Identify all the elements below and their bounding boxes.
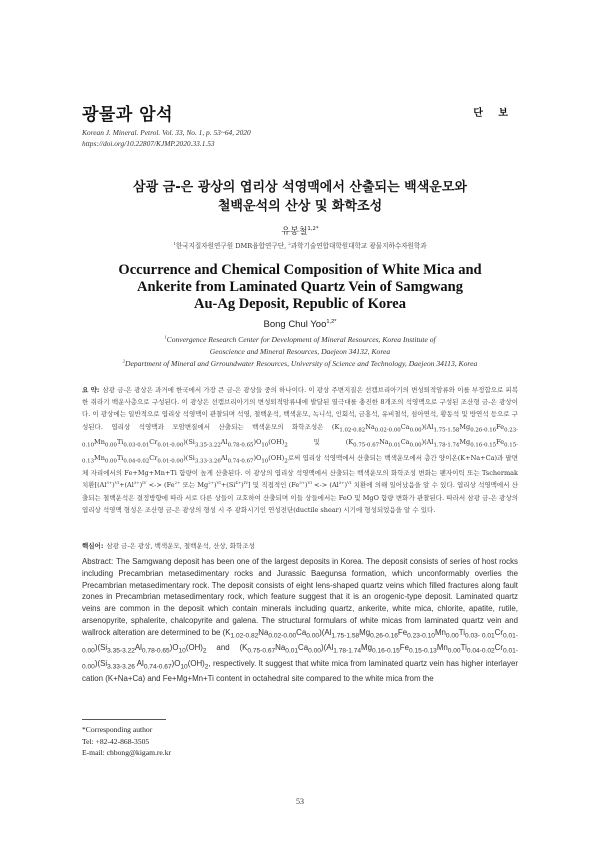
korean-title-line: 삼광 금-은 광상의 엽리상 석영맥에서 산출되는 백색운모와	[133, 180, 467, 195]
formula-part: Ca	[400, 422, 410, 431]
superscript: 4+	[235, 480, 242, 486]
abstract-lead: Abstract:	[82, 557, 114, 566]
formula-part: Al	[134, 643, 142, 653]
formula-part: )(Al	[421, 438, 434, 447]
subscript: 0.00	[104, 442, 117, 449]
affil-text: 한국지질자원연구원 DMR융합연구단,	[175, 242, 289, 250]
english-title-line: Au-Ag Deposit, Republic of Korea	[194, 296, 406, 312]
affiliation-line	[60, 334, 540, 346]
superscript: VI	[114, 480, 120, 486]
formula-part: Mg	[359, 627, 371, 637]
formula-part: Mn	[94, 453, 105, 462]
formula-part: Ti	[458, 627, 465, 637]
abstract-text: 로써 엽리상 석영맥에서 산출되는 백색운모에서 층간 양이온(K+Na+Ca)과 팔면체 자리에서의 Fe+Mg+Mn+Ti 함량이 높게 산출된다. 이 광상의 엽리상 석영맥에서 산출되는 백색운모의 화학조성 변화는 팬자이틱 또는 Tschermak 치환[(Al	[82, 453, 518, 490]
subscript: 1.75-1.58	[433, 426, 460, 433]
subscript: 0.00	[445, 632, 459, 640]
author-name: Bong Chul Yoo	[263, 319, 327, 330]
abstract-text: , respectively. It suggest that white mica from laminated quartz vein has higher interlayer cation (K+Na+Ca) and Fe+Mg+Mn+Ti content in octahedral site compared to the white mica from the	[82, 658, 518, 683]
formula-part: Cr	[149, 453, 158, 462]
keywords-text: 삼광 금-은 광상, 백색운모, 철백운석, 산상, 화학조성	[106, 542, 255, 550]
abstract-text: )	[213, 481, 217, 490]
affil-sup: 2	[122, 358, 126, 364]
korean-author	[60, 224, 540, 237]
formula-part: Fe	[399, 643, 410, 653]
korean-keywords	[82, 541, 255, 550]
abstract-text: )	[112, 481, 115, 490]
formula-part: (OH)	[268, 438, 285, 447]
superscript: 3+	[338, 480, 345, 486]
formula-part: Na	[379, 438, 389, 447]
english-abstract	[82, 556, 518, 685]
formula-part: Al	[220, 453, 228, 462]
email[interactable]: E-mail: chbong@kigam.re.kr	[82, 748, 172, 757]
affil-text: Convergence Research Center for Development of Mineral Resources, Korea Institute of	[166, 335, 436, 344]
abstract-text: )	[139, 481, 143, 490]
subscript: 0.16-0.15	[372, 647, 400, 655]
abstract-text: 치환에 의해 일어났음을 알 수 있다. 엽리상 석영맥에서 산출되는 철백운석은 결정방향에 따라 서로 다른 상들이 교호하여 산출되며 이들 상들에서는 FeO 및 MgO 함량 변화가 관찰된다. 따라서 삼광 금-은 광상의 엽리상 석영맥 형성은 조산형 금-은 광상의 형성 시 주 광화시기인 연성전단(ductile shear) 시기에 형성되었음을 알 수 있다.	[82, 481, 519, 514]
subscript: 0.04-0.02	[466, 647, 495, 655]
formula-part: )O	[171, 658, 181, 668]
formula-part: Ca	[400, 438, 410, 447]
superscript: 3+	[299, 480, 305, 486]
affil-text: 과학기술연합대학원대학교 광물지하수자원학과	[290, 242, 427, 250]
formula-part: Ti	[460, 643, 467, 653]
formula-part: Cr	[494, 627, 503, 637]
subscript: 0.74-0.67	[227, 457, 254, 464]
subscript: 0.03-0.01	[123, 442, 150, 449]
korean-title-line: 철백운석의 산상 및 화학조성	[217, 199, 383, 214]
subscript: 10	[180, 663, 188, 671]
superscript: 2+	[208, 480, 214, 486]
formula-part: Mg	[361, 643, 372, 653]
affiliation-line	[60, 358, 540, 370]
subscript: 0.00	[447, 647, 461, 655]
subscript: 0.23-0.10	[407, 632, 435, 640]
formula-part: Mn	[434, 627, 446, 637]
formula-part: Ca	[298, 643, 309, 653]
abstract-text: +(Si	[220, 481, 236, 490]
korean-title	[60, 178, 540, 216]
article-type-label: 단 보	[473, 108, 514, 119]
formula-part: Mn	[94, 438, 105, 447]
subscript: 0.16-0.15	[470, 442, 497, 449]
affil-sup: 1	[164, 334, 167, 340]
formula-part: )O	[169, 643, 179, 653]
citation-block	[82, 127, 251, 149]
subscript: 1.78-1.74	[433, 442, 460, 449]
author-sup: 1,2*	[326, 318, 337, 325]
subscript: 0.26-0.16	[470, 426, 497, 433]
formula-part: Fe	[397, 627, 408, 637]
journal-name: 광물과 암석	[82, 105, 174, 125]
formula-part: Na	[258, 627, 269, 637]
formula-part: Na	[365, 422, 375, 431]
abstract-text: 및 (K	[287, 438, 354, 447]
subscript: 0.00	[306, 632, 320, 640]
superscript: IV	[142, 480, 147, 486]
subscript: 0.00	[104, 457, 117, 464]
subscript: 0.01	[285, 647, 299, 655]
english-title-line: Ankerite from Laminated Quartz Vein of Samgwang	[137, 279, 463, 295]
formula-part: (OH)	[185, 643, 203, 653]
subscript: 0.04-0.02	[123, 457, 150, 464]
korean-abstract	[82, 384, 518, 516]
formula-part: )(Si	[183, 438, 195, 447]
author-name: 유봉철	[281, 227, 308, 237]
abstract-text: <-> (Fe	[146, 481, 175, 490]
author-sup: 1,2*	[307, 226, 319, 232]
superscript: 3+	[106, 480, 113, 486]
subscript: 0.75-0.67	[353, 442, 380, 449]
subscript: 0.01-0.00	[157, 442, 184, 449]
subscript: 10	[261, 457, 269, 464]
abstract-text: 삼광 금-은 광상은 과거에 한국에서 가장 큰 금-은 광상들 중의 하나이다. 이 광상 주변지질은 선캠브리아기의 변성퇴적암류와 이를 부정합으로 피복한 쥐라기 백운사층으로 구성된다. 이 광상은 선캠브리아기의 변성퇴적암류내에 발달된 열극대를 충진한 8개조의 석영맥으로 구성된 조산형 금-은 광상이다. 이 광상에는 일반적으로 엽리상 석영맥이 관찰되며 석영, 철백운석, 백색운모, 녹니석, 인회석, 금홍석, 유비철석, 섬아연석, 황동석 및 방연석 등으로 구성된다. 엽리상 석영맥과 모암변질에서 산출되는 백색운모의 화학조성은 (K	[82, 386, 518, 431]
subscript: 0.26-0.16	[370, 632, 398, 640]
subscript: 10	[261, 442, 269, 449]
english-title	[60, 262, 540, 313]
formula-part: )O	[253, 438, 262, 447]
subscript: 1.78-1.74	[333, 647, 362, 655]
korean-affiliation	[60, 240, 540, 250]
subscript: 2	[284, 457, 288, 464]
formula-part: )(Al	[421, 422, 434, 431]
formula-part: )(Si	[183, 453, 195, 462]
subscript: 0.03- 0.01	[465, 632, 495, 640]
subscript: 0.78-0.65	[141, 647, 170, 655]
doi-link[interactable]: https://doi.org/10.22807/KJMP.2020.33.1.53	[82, 139, 215, 148]
superscript: 2+	[174, 480, 181, 486]
affil-text: Department of Mineral and Grroundwater Resources, University of Science and Technology, Daejeon 34113, Korea	[125, 359, 478, 368]
affil-sup: 1	[173, 240, 176, 246]
subscript: 0.23-0.10	[82, 426, 518, 449]
affil-sup: 2	[288, 240, 291, 246]
keywords-lead: 핵심어:	[82, 542, 104, 550]
subscript: 2	[202, 647, 207, 655]
formula-part: )(Si	[94, 658, 108, 668]
superscript: VI	[307, 480, 312, 486]
subscript: 0.02-0.00	[268, 632, 297, 640]
abstract-text: and (K	[206, 643, 248, 653]
abstract-lead: 요 약:	[82, 386, 100, 394]
abstract-text: )	[241, 481, 244, 490]
abstract-text: <-> (Al	[311, 481, 339, 490]
subscript: 0.15-0.13	[82, 442, 518, 464]
formula-part: Mg	[459, 438, 471, 447]
subscript: 0.75-0.67	[247, 647, 276, 655]
citation-line: Korean J. Mineral. Petrol. Vol. 33, No. 1, p. 53~64, 2020	[82, 128, 251, 137]
formula-part: )(Si	[94, 643, 108, 653]
formula-part: Ti	[116, 438, 124, 447]
formula-part: Cr	[494, 643, 503, 653]
subscript: 1.75-1.58	[331, 632, 360, 640]
subscript: 0.02-0.00	[374, 426, 401, 433]
formula-part: (OH)	[268, 453, 285, 462]
subscript: 0.01	[388, 442, 401, 449]
english-affiliations	[60, 334, 540, 370]
footnote-rule	[82, 719, 166, 720]
formula-part: Ca	[296, 627, 307, 637]
formula-part: Al	[134, 658, 144, 668]
superscript: IV	[243, 480, 249, 486]
abstract-text: +(Al	[119, 481, 134, 490]
abstract-text: )	[344, 481, 348, 490]
subscript: 0.00	[409, 442, 422, 449]
subscript: 0.00	[409, 426, 422, 433]
subscript: 10	[178, 647, 186, 655]
english-author	[60, 319, 540, 330]
formula-part: )(Al	[319, 627, 332, 637]
formula-part: Mg	[459, 422, 471, 431]
corresponding-author-note: *Corresponding author	[82, 725, 153, 734]
formula-part: )O	[253, 453, 262, 462]
subscript: 0.01-0.00	[157, 457, 184, 464]
subscript: 3.35-3.22	[194, 442, 221, 449]
formula-part: Cr	[149, 438, 158, 447]
subscript: 0.01-0.00	[82, 632, 518, 655]
affiliation-line: Geoscience and Mineral Resources, Daejeon 34132, Korea	[209, 347, 391, 356]
formula-part: Mn	[436, 643, 448, 653]
subscript: 0.00	[308, 647, 321, 655]
subscript: 3.33-3.26	[194, 457, 221, 464]
formula-part: Ti	[116, 453, 124, 462]
formula-part: Na	[275, 643, 286, 653]
telephone: Tel: +82-42-868-3505	[82, 736, 150, 746]
abstract-text: The Samgwang deposit has been one of the largest deposits in Korea. The deposit consists of series of host rocks including Precambrian metasedimentary rocks and Jurassic Baegunsa formation, which unconformably overlies the Precambrian metasedimentary rock. The deposit consists of eight lens-shaped quartz veins which filled fractures along fault zones in Precambrian metasedimentary rock, which feature suggest that it is an orogenic-type deposit. Laminated quartz veins are common in the deposit which contain minerals including quartz, ankerite, white mica, chlorite, apatite, rutile, arsenopyrite, sphalerite, chalcopyrite and galena. The structural formulars of white micas from laminated quartz vein and wallrock alteration are determined to be (K	[82, 557, 518, 637]
subscript: 2	[284, 442, 288, 449]
subscript: 3.35-3.22	[107, 647, 135, 655]
abstract-text: ] 및 직접적인 (Fe	[248, 481, 300, 490]
formula-part: Fe	[496, 438, 505, 447]
subscript: 3.33-3.26	[107, 663, 135, 671]
subscript: 0.15-0.13	[409, 647, 437, 655]
superscript: VI	[216, 480, 221, 486]
subscript: 1.02-0.82	[339, 426, 366, 433]
superscript: VI	[347, 480, 352, 486]
formula-part: )(Al	[320, 643, 334, 653]
subscript: 0.74-0.67	[143, 663, 172, 671]
formula-part: Al	[220, 438, 228, 447]
formula-part: (OH)	[187, 658, 205, 668]
subscript: 0.01-0.00	[82, 647, 518, 671]
subscript: 0.78-0.65	[227, 442, 254, 449]
subscript: 2	[204, 663, 209, 671]
footnotes	[82, 724, 171, 759]
abstract-text: 또는 Mg	[180, 481, 209, 490]
abstract-text: )	[304, 481, 308, 490]
english-title-line: Occurrence and Chemical Composition of White Mica and	[118, 262, 482, 278]
subscript: 1.02-0.82	[230, 632, 259, 640]
page-number: 53	[296, 797, 304, 806]
superscript: 3+	[133, 480, 140, 486]
formula-part: Fe	[496, 422, 505, 431]
